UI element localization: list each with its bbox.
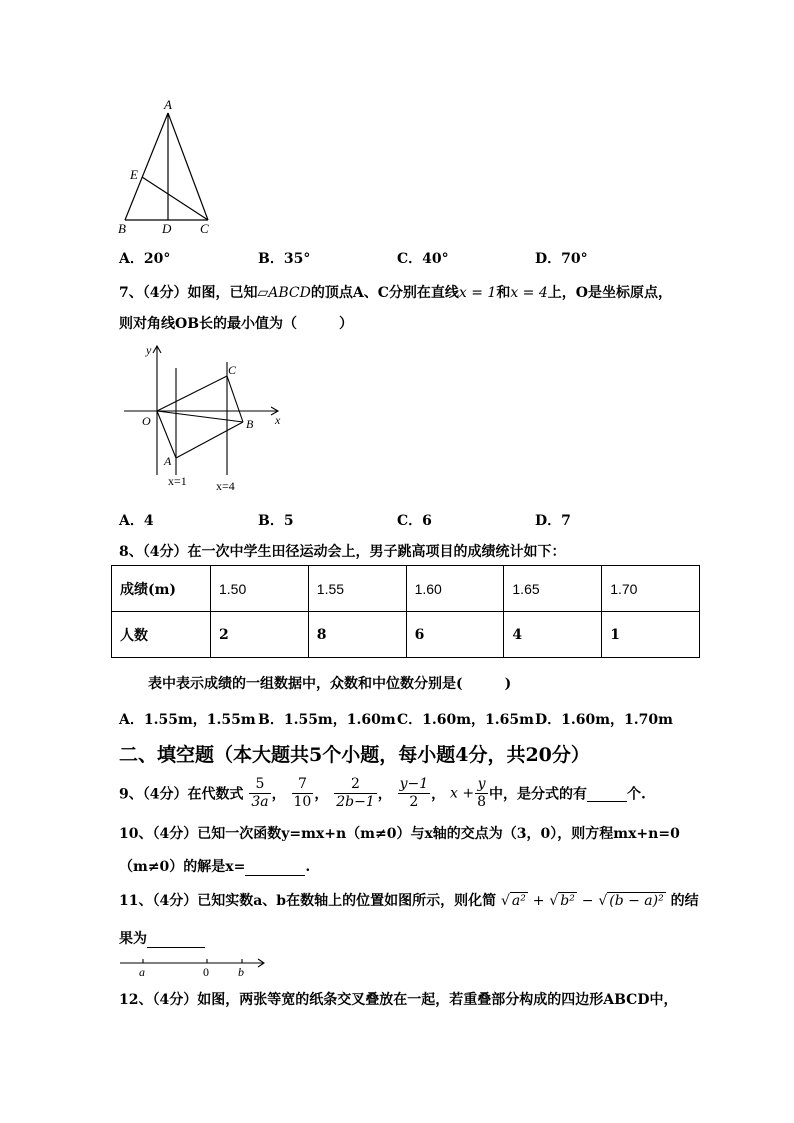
fraction-denominator: 2b−1 <box>336 794 375 810</box>
q6-label-c: C <box>200 221 209 236</box>
q9-fraction-2 <box>292 776 314 811</box>
q10-answer-blank[interactable] <box>245 859 305 876</box>
q9-fraction-1 <box>249 776 270 811</box>
q12-text: 12、（4分）如图，两张等宽的纸条交叉叠放在一起，若重叠部分构成的四边形ABCD中， <box>119 992 678 1008</box>
fraction-numerator: y−1 <box>399 776 429 792</box>
fraction-denominator: 2 <box>409 794 419 810</box>
q11-sqrt-1: √ a² <box>500 893 526 909</box>
q7-line1 <box>119 282 672 302</box>
q7-label-x: x <box>275 413 281 427</box>
section-2-heading: 二、填空题（本大题共5个小题，每小题4分，共20分） <box>119 744 590 766</box>
q11-label-a: a <box>139 965 145 978</box>
q7-option-c[interactable]: C．6 <box>397 513 432 529</box>
q6-option-b[interactable]: B．35° <box>258 251 311 267</box>
table-cell: 1 <box>602 612 700 658</box>
q7-line1-pre: 7、（4分）如图，已知 <box>119 285 258 301</box>
sqrt-radicand: a² <box>511 893 526 909</box>
q7-label-x4: x=4 <box>216 479 235 493</box>
q7-label-x1: x=1 <box>168 474 187 488</box>
q7-option-a[interactable]: A．4 <box>119 513 154 529</box>
q11-line2 <box>119 928 205 948</box>
q9-line: 9、（4分）在代数式 $\frac{5}{3a}$ ， $\frac{7}{10}$ ， $\frac{2}{2b-1}$ ， $\frac{y-1}{2}$ ， x + $\frac{y}{8}$ 中，是分式的有 个. <box>119 776 646 810</box>
q11-number-line <box>118 952 273 978</box>
q6-label-b: B <box>118 221 126 236</box>
q8-option-c[interactable]: C．1.60m，1.65m <box>397 712 534 728</box>
q7-and: 和 <box>496 285 511 301</box>
table-header-score: 成绩(m) <box>112 566 211 612</box>
q7-label-y: y <box>146 343 152 357</box>
table-cell: 1.65 <box>504 566 602 612</box>
table-row-scores <box>112 566 700 612</box>
q7-eq1: x = 1 <box>458 285 497 301</box>
fraction-numerator: 2 <box>334 776 377 794</box>
q7-option-b[interactable]: B．5 <box>258 513 294 529</box>
q6-label-e: E <box>130 167 138 182</box>
q11-label-b: b <box>238 965 244 978</box>
q7-label-b: B <box>246 417 254 431</box>
q8-question: 表中表示成绩的一组数据中，众数和中位数分别是( ) <box>148 676 512 692</box>
table-header-count: 人数 <box>112 612 211 658</box>
q9-end: 个. <box>627 786 646 803</box>
q11-sqrt-2: √ b² <box>549 893 575 909</box>
q9-fraction-4 <box>398 776 431 811</box>
q11-line1-post: 的结 <box>670 893 699 909</box>
table-row-counts <box>112 612 700 658</box>
q8-text: 8、（4分）在一次中学生田径运动会上，男子跳高项目的成绩统计如下： <box>119 544 566 560</box>
sqrt-radicand: b² <box>560 893 575 909</box>
q10-line2 <box>119 856 310 876</box>
fraction-denominator: 8 <box>477 794 487 810</box>
q9-expr-prefix: x + <box>450 785 475 802</box>
q9-answer-blank[interactable] <box>587 785 627 802</box>
q6-option-a[interactable]: A．20° <box>119 251 171 267</box>
q8-option-a[interactable]: A．1.55m，1.55m <box>119 712 256 728</box>
table-cell: 1.60 <box>406 566 504 612</box>
q7-line1-post: 上，O是坐标原点， <box>547 285 672 301</box>
q11-plus: + <box>532 893 545 909</box>
fraction-denominator: 3a <box>251 794 269 810</box>
q11-label-zero: 0 <box>203 965 209 978</box>
q7-shape: ▱ABCD <box>257 285 311 301</box>
fraction-numerator: 5 <box>249 776 270 794</box>
table-cell: 6 <box>406 612 504 658</box>
q7-eq2: x = 4 <box>510 285 548 301</box>
table-cell: 1.50 <box>211 566 309 612</box>
q9-pre: 9、（4分）在代数式 <box>119 786 244 803</box>
table-cell: 4 <box>504 612 602 658</box>
q7-label-o: O <box>142 414 151 428</box>
q6-option-c[interactable]: C．40° <box>397 251 449 267</box>
q9-post: 中，是分式的有 <box>489 786 588 803</box>
q6-label-a: A <box>164 97 172 112</box>
q7-label-a: A <box>164 454 172 468</box>
q8-score-table <box>111 565 700 658</box>
q11-minus: − <box>581 893 594 909</box>
sqrt-radicand: (b − a)² <box>609 893 664 909</box>
q11-line1-pre: 11、（4分）已知实数a、b在数轴上的位置如图所示，则化简 <box>119 893 497 909</box>
q10-line1: 10、（4分）已知一次函数y=mx+n（m≠0）与x轴的交点为（3，0），则方程mx+n=0 <box>119 826 680 842</box>
fraction-denominator: 10 <box>293 794 312 810</box>
q9-fraction-3 <box>334 776 377 811</box>
table-cell: 8 <box>308 612 406 658</box>
q6-triangle-figure <box>110 95 220 240</box>
q7-line1-mid: 的顶点A、C分别在直线 <box>310 285 459 301</box>
q9-fraction-5 <box>475 776 488 811</box>
q11-line1 <box>119 890 699 910</box>
table-cell: 2 <box>211 612 309 658</box>
q7-coordinate-figure <box>118 340 288 495</box>
q6-option-d[interactable]: D．70° <box>535 251 588 267</box>
q8-option-b[interactable]: B．1.55m，1.60m <box>258 712 396 728</box>
q11-sqrt-3: √ (b − a)² <box>598 893 664 909</box>
q10-line2-pre: （m≠0）的解是x= <box>119 859 246 875</box>
fraction-numerator: y <box>475 776 488 794</box>
table-cell: 1.55 <box>308 566 406 612</box>
q11-answer-blank[interactable] <box>147 931 205 948</box>
fraction-numerator: 7 <box>292 776 314 794</box>
q11-line2-text: 果为 <box>119 931 147 947</box>
q7-option-d[interactable]: D．7 <box>535 513 571 529</box>
table-cell: 1.70 <box>602 566 700 612</box>
q7-label-c: C <box>228 363 237 377</box>
q6-label-d: D <box>162 221 172 236</box>
q10-line2-end: . <box>305 859 311 875</box>
q7-line2: 则对角线OB长的最小值为（ ） <box>119 316 354 332</box>
q8-option-d[interactable]: D．1.60m，1.70m <box>535 712 673 728</box>
